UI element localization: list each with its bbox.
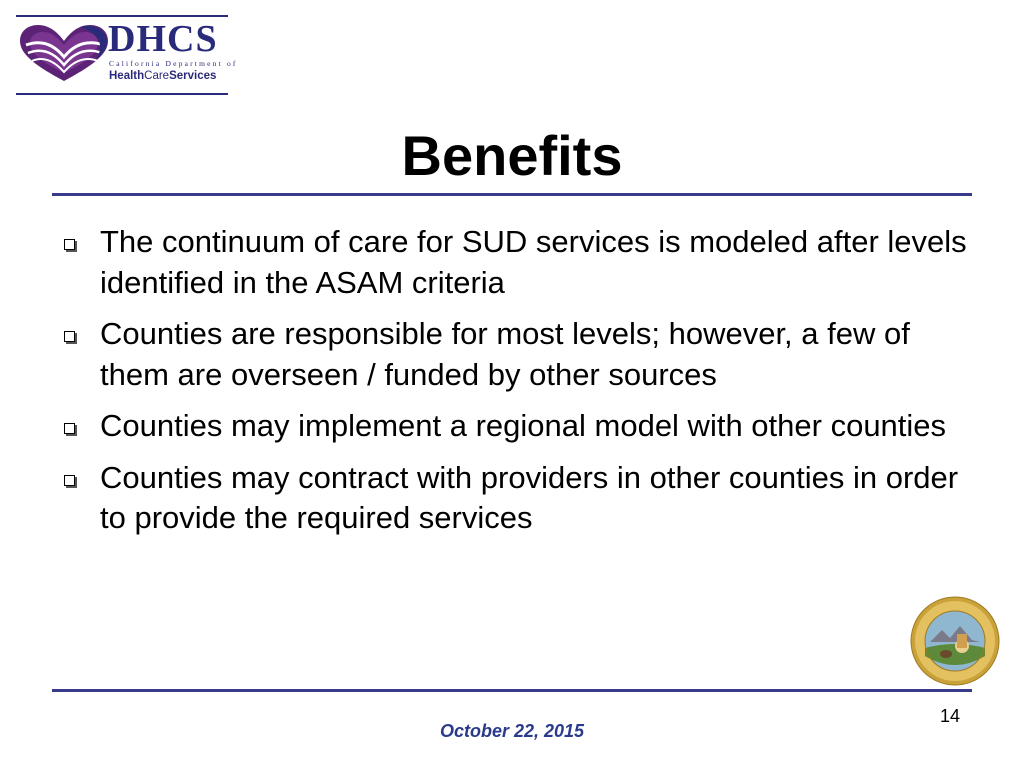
square-bullet-icon xyxy=(64,239,75,250)
slide-title: Benefits xyxy=(401,124,623,187)
title-divider xyxy=(52,193,972,196)
dhcs-logo xyxy=(16,15,238,93)
logo-care-text: Care xyxy=(144,70,170,82)
california-state-seal-icon xyxy=(910,596,1000,686)
heart-logo-icon xyxy=(18,23,110,83)
bullet-text: Counties are responsible for most levels; however, a few of them are overseen / funded by other sources xyxy=(100,316,910,392)
bullet-item xyxy=(58,314,968,395)
page-number: 14 xyxy=(940,706,961,726)
bullet-list xyxy=(58,222,968,550)
bullet-text: The continuum of care for SUD services is modeled after levels identified in the ASAM criteria xyxy=(100,224,967,300)
logo-services-text: Services xyxy=(169,70,217,82)
square-bullet-icon xyxy=(64,331,75,342)
logo-department-text: California Department of xyxy=(109,59,238,68)
square-bullet-icon xyxy=(64,475,75,486)
logo-wordmark: DHCS xyxy=(108,18,218,60)
footer-date: October 22, 2015 xyxy=(439,721,585,741)
logo-health-text: Health xyxy=(109,70,145,82)
bullet-text: Counties may implement a regional model with other counties xyxy=(100,408,947,443)
logo-health-care-services xyxy=(109,70,216,82)
bullet-item xyxy=(58,406,968,447)
bullet-item xyxy=(58,458,968,539)
footer-divider xyxy=(52,689,972,692)
bullet-item xyxy=(58,222,968,303)
square-bullet-icon xyxy=(64,423,75,434)
bullet-text: Counties may contract with providers in other counties in order to provide the required services xyxy=(100,459,959,535)
